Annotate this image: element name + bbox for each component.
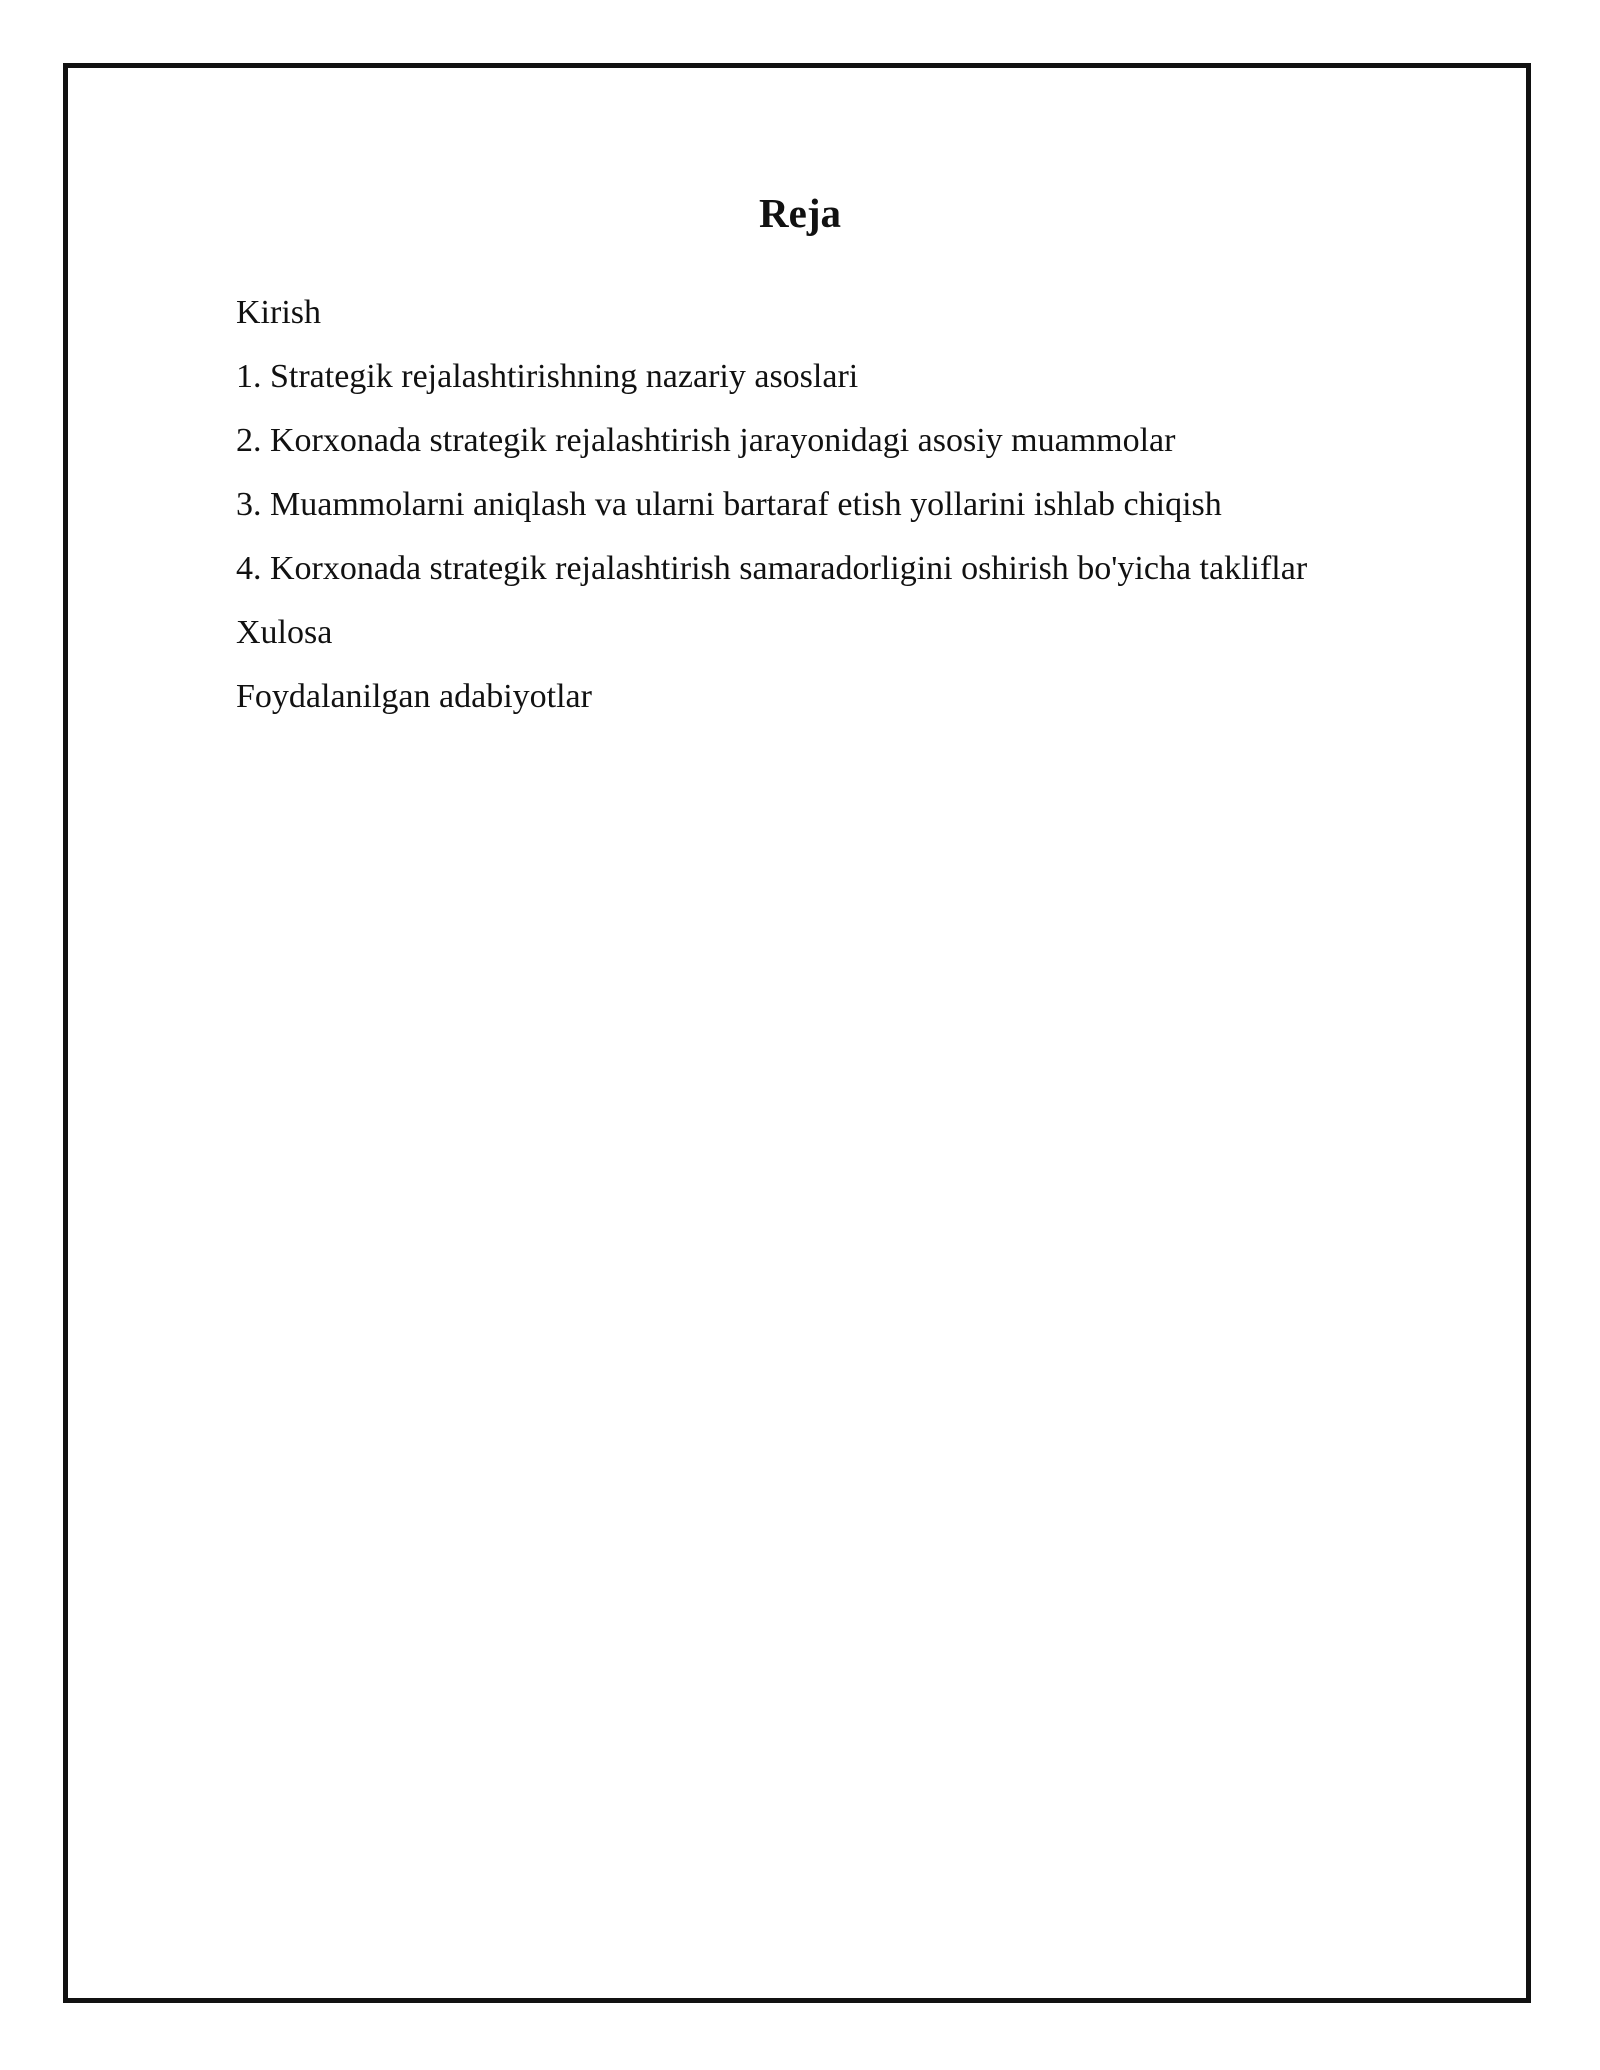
toc-item-conclusion: Xulosa bbox=[236, 614, 333, 651]
toc-item-chapter-2: 2. Korxonada strategik rejalashtirish jarayonidagi asosiy muammolar bbox=[236, 422, 1176, 459]
toc-item-references: Foydalanilgan adabiyotlar bbox=[236, 678, 592, 715]
toc-item-chapter-3: 3. Muammolarni aniqlash va ularni bartaraf etish yollarini ishlab chiqish bbox=[236, 486, 1222, 523]
table-of-contents bbox=[236, 289, 1336, 737]
toc-item-chapter-1: 1. Strategik rejalashtirishning nazariy asoslari bbox=[236, 358, 859, 395]
page-title: Reja bbox=[759, 190, 841, 236]
toc-item-introduction: Kirish bbox=[236, 294, 321, 331]
toc-item-chapter-4: 4. Korxonada strategik rejalashtirish samaradorligini oshirish bo'yicha takliflar bbox=[236, 550, 1308, 587]
